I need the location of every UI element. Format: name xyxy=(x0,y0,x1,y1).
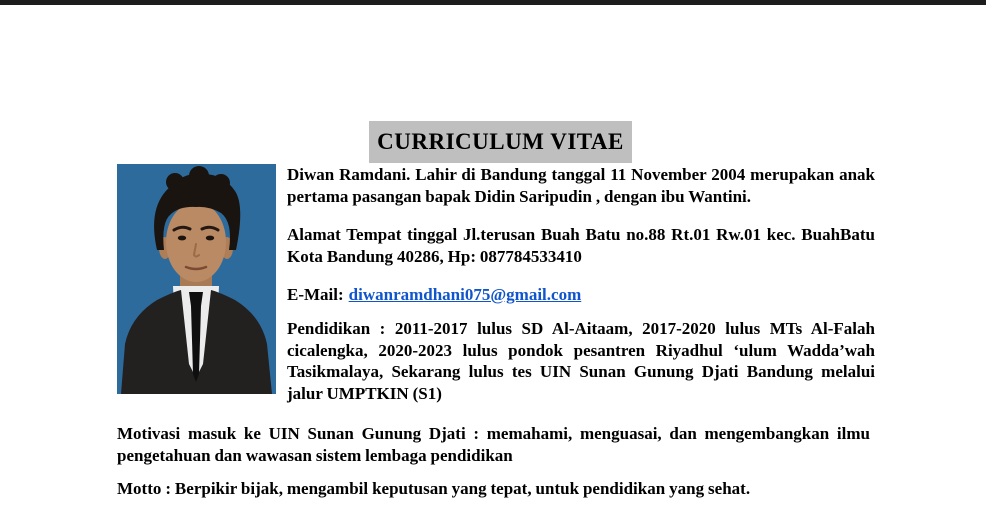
intro-paragraph: Diwan Ramdani. Lahir di Bandung tanggal 11 November 2004 merupakan anak pertama pasangan bapak Didin Saripudin , dengan ibu Wantini. xyxy=(287,165,875,206)
email-link[interactable]: diwanramdhani075@gmail.com xyxy=(348,285,582,304)
motivation-paragraph: Motivasi masuk ke UIN Sunan Gunung Djati : memahami, menguasai, dan mengembangkan ilmu pengetahuan dan wawasan sistem lembaga pendidikan xyxy=(117,424,870,465)
email-line xyxy=(287,284,875,306)
page-title-highlight xyxy=(369,121,632,163)
portrait-photo xyxy=(117,164,276,394)
education-paragraph: Pendidikan : 2011-2017 lulus SD Al-Aitaam, 2017-2020 lulus MTs Al-Falah cicalengka, 2020-2023 lulus pondok pesantren Riyadhul ‘ulum Wadda’wah Tasikmalaya, Sekarang lulus tes UIN Sunan Gunung Djati Bandung melalui jalur UMPTKIN (S1) xyxy=(287,319,875,404)
email-label: E-Mail: xyxy=(287,285,344,304)
page-title: CURRICULUM VITAE xyxy=(377,129,624,154)
window-top-bar xyxy=(0,0,986,5)
address-paragraph: Alamat Tempat tinggal Jl.terusan Buah Batu no.88 Rt.01 Rw.01 kec. BuahBatu Kota Bandung 40286, Hp: 087784533410 xyxy=(287,225,875,266)
motto-paragraph: Motto : Berpikir bijak, mengambil keputusan yang tepat, untuk pendidikan yang sehat. xyxy=(117,479,751,498)
portrait-photo-image xyxy=(117,164,276,394)
